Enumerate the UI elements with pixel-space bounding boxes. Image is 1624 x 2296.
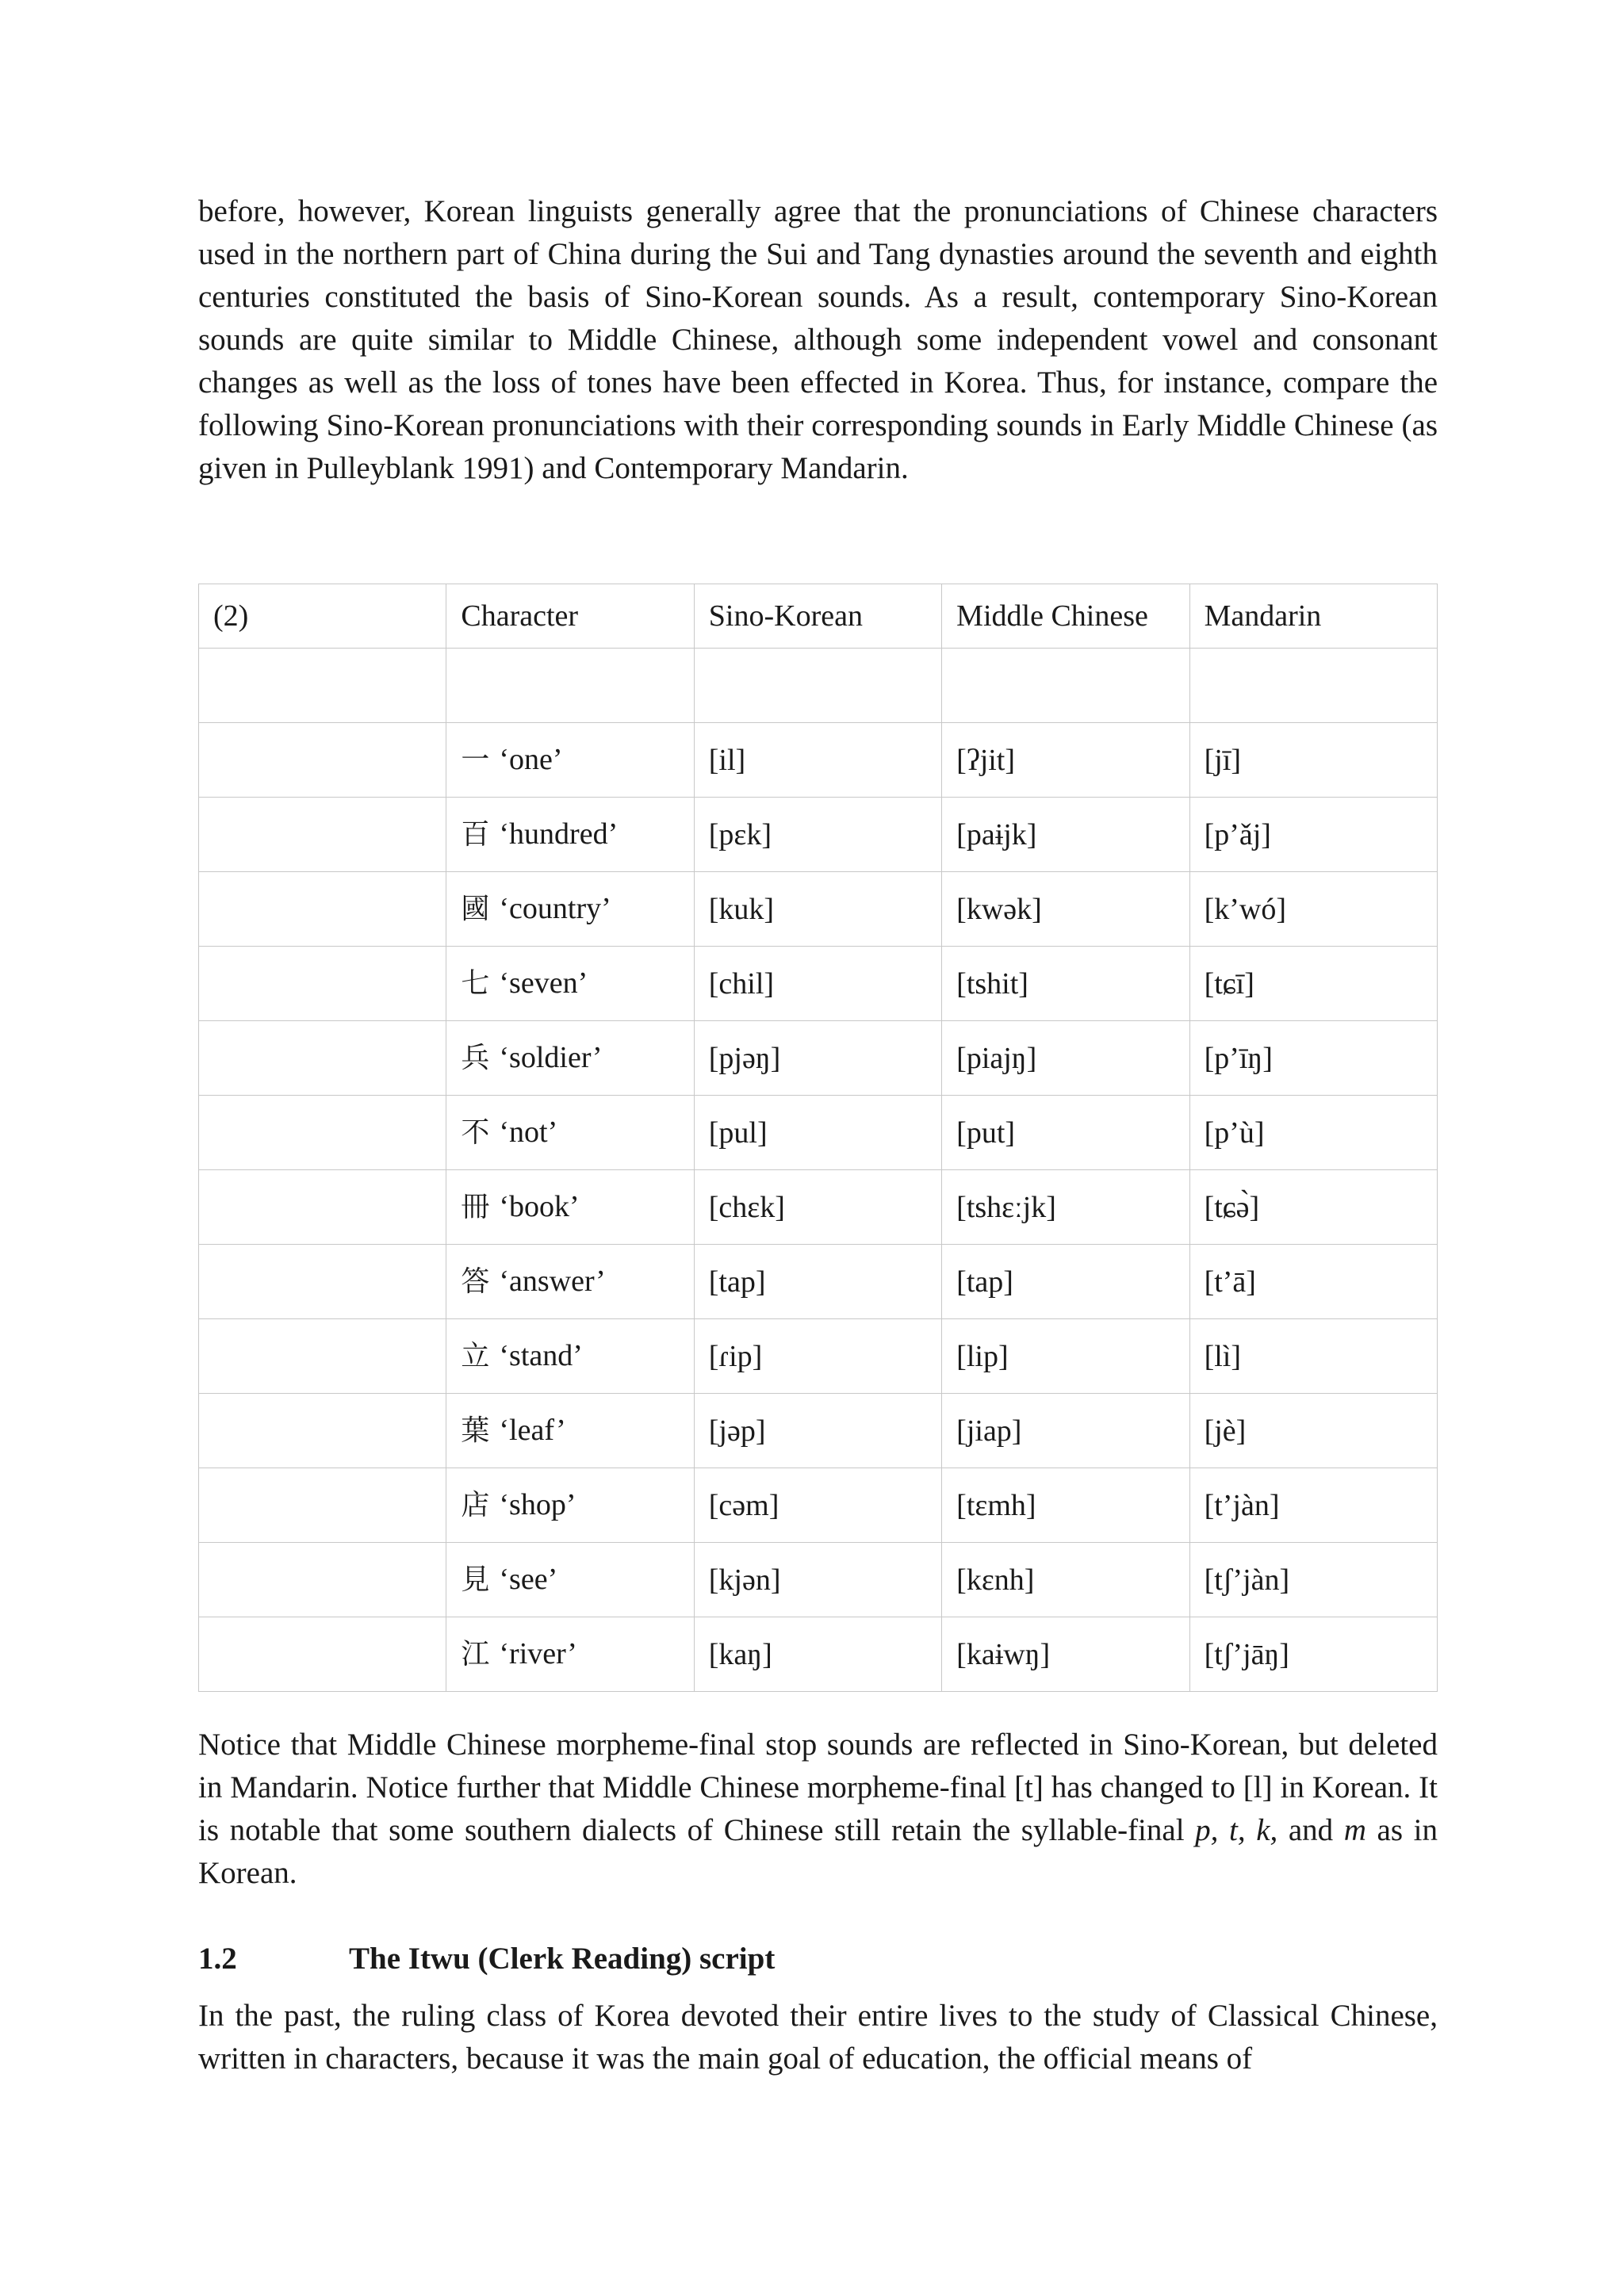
- cell-sino-korean: [il]: [694, 723, 941, 798]
- header-example-number: (2): [199, 584, 446, 649]
- chinese-character: 兵: [461, 1042, 490, 1074]
- cell-middle-chinese: [tshɛːjk]: [942, 1170, 1189, 1245]
- cell-character: [446, 1096, 694, 1170]
- document-page: [198, 190, 1438, 2080]
- cell-sino-korean: [ɾip]: [694, 1319, 941, 1394]
- character-gloss: ‘country’: [499, 892, 611, 925]
- chinese-character: 江: [461, 1638, 490, 1670]
- cell-example-number: [199, 1170, 446, 1245]
- cell-mandarin: [t’ā]: [1189, 1245, 1437, 1319]
- cell-example-number: [199, 1245, 446, 1319]
- chinese-character: 見: [461, 1563, 490, 1596]
- cell-sino-korean: [chil]: [694, 947, 941, 1021]
- cell-mandarin: [tɕī]: [1189, 947, 1437, 1021]
- cell-sino-korean: [pjəŋ]: [694, 1021, 941, 1096]
- cell-mandarin: [lì]: [1189, 1319, 1437, 1394]
- table-row: [199, 872, 1438, 947]
- character-gloss: ‘not’: [499, 1115, 558, 1149]
- cell-character: [446, 798, 694, 872]
- cell-example-number: [199, 798, 446, 872]
- cell-mandarin: [p’īŋ]: [1189, 1021, 1437, 1096]
- section-heading: [198, 1938, 1438, 1980]
- header-mandarin: Mandarin: [1189, 584, 1437, 649]
- header-character: Character: [446, 584, 694, 649]
- cell-sino-korean: [pɛk]: [694, 798, 941, 872]
- cell-mandarin: [k’wó]: [1189, 872, 1437, 947]
- cell-mandarin: [p’ù]: [1189, 1096, 1437, 1170]
- cell-example-number: [199, 723, 446, 798]
- character-gloss: ‘book’: [499, 1190, 580, 1223]
- cell-middle-chinese: [kwək]: [942, 872, 1189, 947]
- table-row: [199, 1096, 1438, 1170]
- table-row: [199, 1468, 1438, 1543]
- notice-paragraph: Notice that Middle Chinese morpheme-final stop sounds are reflected in Sino-Korean, but deleted in Mandarin. Notice further that Middle Chinese morpheme-final [t] has changed to [l] in Korean. It is notable that some southern dialects of Chinese still retain the syllable-final p, t, k, and m as in Korean.: [198, 1728, 1438, 1890]
- cell-character: [446, 723, 694, 798]
- cell-character: [446, 1245, 694, 1319]
- character-gloss: ‘seven’: [499, 966, 588, 1000]
- cell-example-number: [199, 1617, 446, 1692]
- cell-middle-chinese: [put]: [942, 1096, 1189, 1170]
- character-gloss: ‘answer’: [499, 1265, 606, 1298]
- header-sino-korean: Sino-Korean: [694, 584, 941, 649]
- character-gloss: ‘one’: [499, 743, 563, 776]
- character-gloss: ‘leaf’: [499, 1414, 566, 1447]
- cell-sino-korean: [cəm]: [694, 1468, 941, 1543]
- chinese-character: 百: [461, 818, 490, 851]
- table-row: [199, 798, 1438, 872]
- character-gloss: ‘soldier’: [499, 1041, 603, 1074]
- cell-character: [446, 947, 694, 1021]
- section-paragraph: In the past, the ruling class of Korea devoted their entire lives to the study of Classical Chinese, written in characters, because it was the main goal of education, the official means of: [198, 1999, 1438, 2076]
- cell-sino-korean: [chɛk]: [694, 1170, 941, 1245]
- cell-mandarin: [t’jàn]: [1189, 1468, 1437, 1543]
- table-row: [199, 1543, 1438, 1617]
- cell-character: [446, 1319, 694, 1394]
- cell-sino-korean: [jəp]: [694, 1394, 941, 1468]
- cell-character: [446, 1617, 694, 1692]
- character-gloss: ‘see’: [499, 1563, 558, 1596]
- cell-example-number: [199, 947, 446, 1021]
- table-row: [199, 1617, 1438, 1692]
- table-row: [199, 1394, 1438, 1468]
- table-header-row: [199, 584, 1438, 649]
- chinese-character: 七: [461, 967, 490, 1000]
- section-number: 1.2: [198, 1942, 237, 1976]
- table-spacer-row: [199, 649, 1438, 723]
- cell-example-number: [199, 872, 446, 947]
- cell-character: [446, 1170, 694, 1245]
- cell-character: [446, 1021, 694, 1096]
- cell-middle-chinese: [tap]: [942, 1245, 1189, 1319]
- cell-example-number: [199, 1394, 446, 1468]
- chinese-character: 店: [461, 1489, 490, 1521]
- character-gloss: ‘shop’: [499, 1488, 576, 1521]
- cell-example-number: [199, 1319, 446, 1394]
- cell-example-number: [199, 1021, 446, 1096]
- chinese-character: 國: [461, 893, 490, 925]
- cell-character: [446, 872, 694, 947]
- cell-mandarin: [tɕə̀]: [1189, 1170, 1437, 1245]
- cell-sino-korean: [tap]: [694, 1245, 941, 1319]
- character-gloss: ‘stand’: [499, 1339, 583, 1372]
- cell-mandarin: [jī]: [1189, 723, 1437, 798]
- cell-example-number: [199, 1096, 446, 1170]
- cell-middle-chinese: [lip]: [942, 1319, 1189, 1394]
- cell-example-number: [199, 1543, 446, 1617]
- chinese-character: 冊: [461, 1191, 490, 1223]
- table-row: [199, 1319, 1438, 1394]
- cell-middle-chinese: [kaɨwŋ]: [942, 1617, 1189, 1692]
- cell-sino-korean: [pul]: [694, 1096, 941, 1170]
- cell-mandarin: [tʃ’jāŋ]: [1189, 1617, 1437, 1692]
- section-title: The Itwu (Clerk Reading) script: [349, 1942, 776, 1976]
- cell-mandarin: [p’ǎj]: [1189, 798, 1437, 872]
- cell-mandarin: [tʃ’jàn]: [1189, 1543, 1437, 1617]
- chinese-character: 立: [461, 1340, 490, 1372]
- cell-middle-chinese: [tɛmh]: [942, 1468, 1189, 1543]
- cell-character: [446, 1468, 694, 1543]
- cell-middle-chinese: [jiap]: [942, 1394, 1189, 1468]
- chinese-character: 一: [461, 744, 490, 776]
- cell-middle-chinese: [kɛnh]: [942, 1543, 1189, 1617]
- cell-example-number: [199, 1468, 446, 1543]
- cell-character: [446, 1543, 694, 1617]
- cell-character: [446, 1394, 694, 1468]
- table-row: [199, 1170, 1438, 1245]
- cell-sino-korean: [kaŋ]: [694, 1617, 941, 1692]
- header-middle-chinese: Middle Chinese: [942, 584, 1189, 649]
- cell-middle-chinese: [piajŋ]: [942, 1021, 1189, 1096]
- table-row: [199, 947, 1438, 1021]
- table-row: [199, 1245, 1438, 1319]
- table-row: [199, 1021, 1438, 1096]
- cell-sino-korean: [kjən]: [694, 1543, 941, 1617]
- table-row: [199, 723, 1438, 798]
- cell-sino-korean: [kuk]: [694, 872, 941, 947]
- chinese-character: 答: [461, 1265, 490, 1298]
- character-gloss: ‘hundred’: [499, 817, 619, 851]
- chinese-character: 不: [461, 1116, 490, 1149]
- character-gloss: ‘river’: [499, 1637, 577, 1670]
- cell-middle-chinese: [paɨjk]: [942, 798, 1189, 872]
- cell-mandarin: [jè]: [1189, 1394, 1437, 1468]
- intro-paragraph: before, however, Korean linguists generally agree that the pronunciations of Chinese characters used in the northern part of China during the Sui and Tang dynasties around the seventh and eighth centuries constituted the basis of Sino-Korean sounds. As a result, contemporary Sino-Korean sounds are quite similar to Middle Chinese, although some independent vowel and consonant changes as well as the loss of tones have been effected in Korea. Thus, for instance, compare the following Sino-Korean pronunciations with their corresponding sounds in Early Middle Chinese (as given in Pulleyblank 1991) and Contemporary Mandarin.: [198, 194, 1438, 485]
- cell-middle-chinese: [ʔjit]: [942, 723, 1189, 798]
- cell-middle-chinese: [tshit]: [942, 947, 1189, 1021]
- pronunciation-table: [198, 584, 1438, 1692]
- chinese-character: 葉: [461, 1414, 490, 1447]
